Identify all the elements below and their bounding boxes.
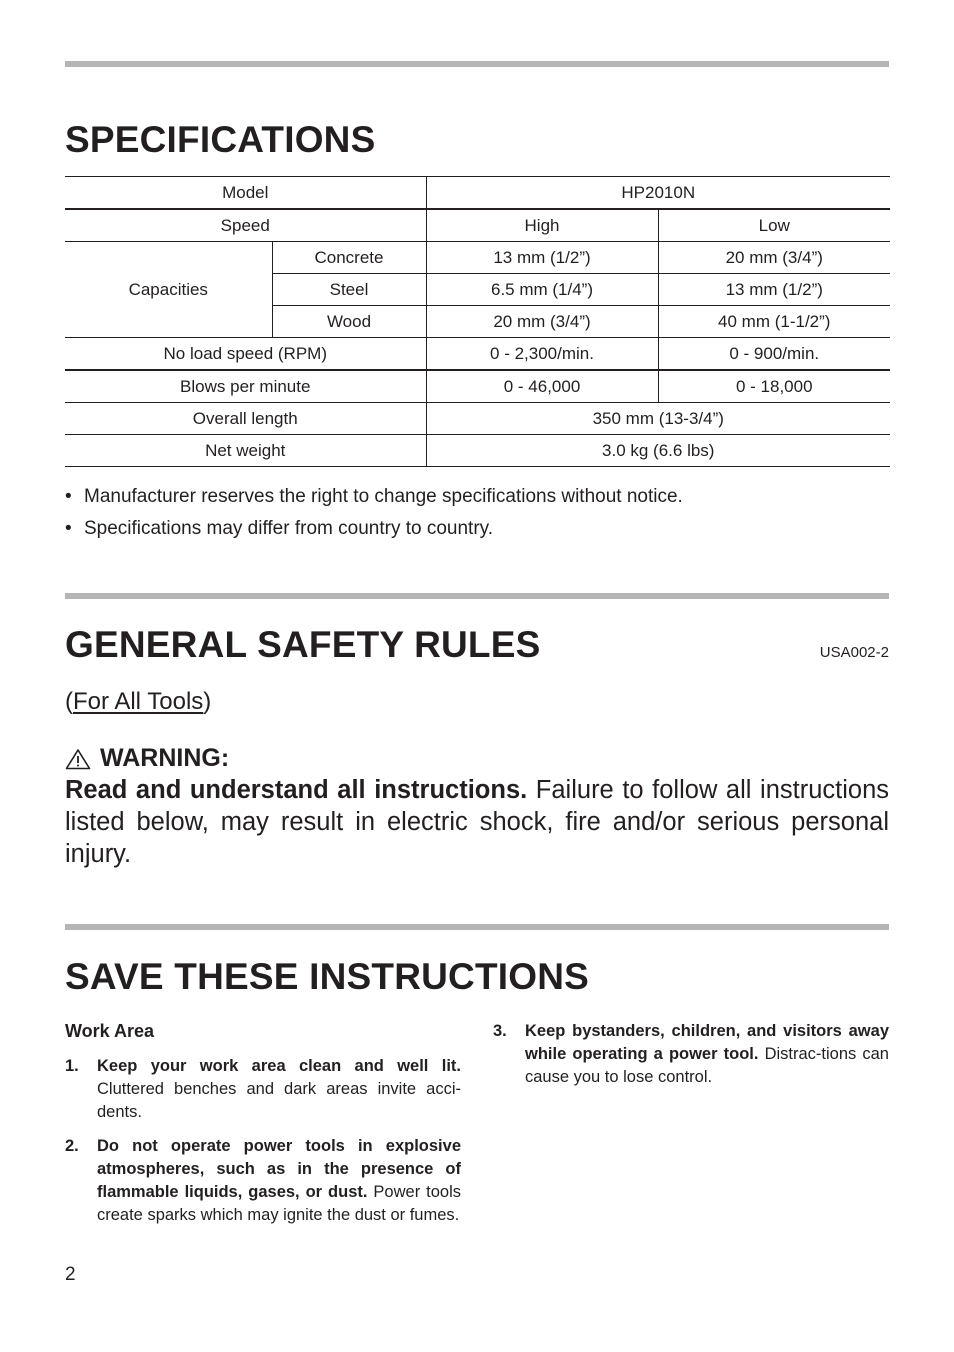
model-value: HP2010N [426,177,890,210]
item-regular-text: Cluttered benches and dark areas invite acci-dents. [97,1080,461,1121]
list-item [65,1055,461,1124]
capacity-material: Steel [272,274,426,306]
bullet: • [65,486,72,507]
table-row-blows-per-minute [65,370,890,403]
capacity-high: 13 mm (1/2”) [426,242,658,274]
specifications-title: SPECIFICATIONS [65,119,376,160]
item-text [97,1055,461,1124]
item-text [525,1020,889,1089]
net-weight-label: Net weight [65,435,426,467]
item-regular-text: Power tools create sparks which may ignite the dust or fumes. [97,1183,461,1224]
table-row-model [65,177,890,210]
capacity-material: Wood [272,306,426,338]
capacity-low: 20 mm (3/4”) [658,242,890,274]
item-regular-text: Distrac-tions can cause you to lose control. [525,1045,889,1086]
list-item [493,1020,889,1089]
item-number: 2. [65,1137,79,1155]
subtitle [65,688,211,716]
item-bold-text: Keep your work area clean and well lit. [97,1057,461,1075]
table-row-no-load-speed [65,338,890,371]
subtitle-open: ( [65,688,73,715]
item-number: 3. [493,1022,507,1040]
list-item [65,481,683,513]
top-divider [65,61,889,67]
warning-triangle-icon [65,748,91,770]
capacity-low: 13 mm (1/2”) [658,274,890,306]
table-row-net-weight [65,435,890,467]
capacities-label: Capacities [65,242,272,338]
capacity-low: 40 mm (1-1/2”) [658,306,890,338]
section-divider [65,924,889,930]
list-item [65,513,683,545]
capacity-high: 20 mm (3/4”) [426,306,658,338]
item-bold-text: Do not operate power tools in explosive atmospheres, such as in the presence of flammable liquids, gases, or dust. [97,1137,461,1201]
capacity-material: Concrete [272,242,426,274]
speed-high: High [426,209,658,242]
right-column [493,1020,889,1100]
no-load-speed-high: 0 - 2,300/min. [426,338,658,371]
speed-label: Speed [65,209,426,242]
no-load-speed-label: No load speed (RPM) [65,338,426,371]
work-area-heading: Work Area [65,1021,155,1041]
left-column [65,1020,461,1238]
table-row-speed [65,209,890,242]
blows-per-minute-label: Blows per minute [65,370,426,403]
blows-per-minute-high: 0 - 46,000 [426,370,658,403]
warning-bold-text: Read and understand all instructions. [65,776,528,804]
subtitle-link: For All Tools [73,688,204,715]
specification-notes [65,481,683,545]
note-text: Specifications may differ from country to country. [84,518,494,539]
item-bold-text: Keep bystanders, children, and visitors away while operating a power tool. [525,1022,889,1063]
save-instructions-title: SAVE THESE INSTRUCTIONS [65,956,590,997]
note-text: Manufacturer reserves the right to change specifications without notice. [84,486,683,507]
capacity-high: 6.5 mm (1/4”) [426,274,658,306]
specifications-table [65,176,890,467]
warning-label: WARNING: [100,744,230,772]
bullet: • [65,518,72,539]
net-weight-value: 3.0 kg (6.6 lbs) [426,435,890,467]
document-code: USA002-2 [819,644,889,661]
blows-per-minute-low: 0 - 18,000 [658,370,890,403]
model-label: Model [65,177,426,210]
speed-low: Low [658,209,890,242]
warning-text [65,774,889,870]
table-row-capacity-concrete [65,242,890,274]
item-number: 1. [65,1057,79,1075]
page-number: 2 [65,1264,76,1285]
overall-length-value: 350 mm (13-3/4”) [426,403,890,435]
item-text [97,1135,461,1227]
warning-regular-text: Failure to follow all instructions listed below, may result in electric shock, fire and/or serious personal injury. [65,776,889,868]
section-divider [65,593,889,599]
table-row-overall-length [65,403,890,435]
general-safety-title: GENERAL SAFETY RULES [65,624,541,665]
warning-heading [65,744,229,773]
no-load-speed-low: 0 - 900/min. [658,338,890,371]
overall-length-label: Overall length [65,403,426,435]
subtitle-close: ) [203,688,212,715]
list-item [65,1135,461,1227]
